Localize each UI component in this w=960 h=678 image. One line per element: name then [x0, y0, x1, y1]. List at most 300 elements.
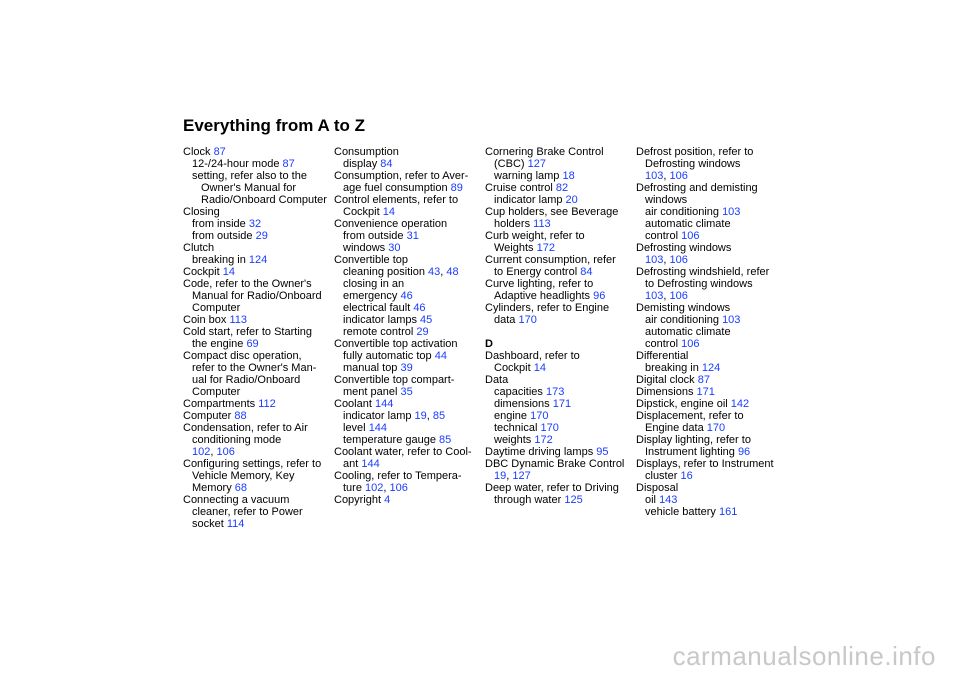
index-entry — [485, 302, 635, 314]
index-continuation — [334, 458, 484, 470]
index-continuation — [334, 386, 484, 398]
index-continuation — [485, 218, 635, 230]
entry-text: Computer — [192, 302, 241, 314]
index-entry — [485, 458, 635, 470]
index-entry — [334, 494, 484, 506]
entry-text: Convertible top — [334, 254, 408, 266]
page-link[interactable]: 106 — [669, 290, 688, 302]
index-entry — [636, 386, 786, 398]
index-entry — [485, 146, 635, 158]
index-subentry — [636, 206, 786, 218]
page-link[interactable]: 19 — [494, 470, 507, 482]
entry-text: Digital clock — [636, 374, 698, 386]
entry-text: Computer — [183, 410, 235, 422]
index-entry — [183, 410, 333, 422]
page-title: Everything from A to Z — [183, 116, 365, 135]
entry-text: Dashboard, refer to — [485, 350, 580, 362]
index-continuation — [636, 170, 786, 182]
index-entry — [334, 374, 484, 386]
entry-text: Manual for Radio/Onboard — [192, 290, 322, 302]
entry-text: temperature gauge — [343, 434, 440, 446]
index-entry — [183, 146, 333, 158]
entry-text: Code, refer to the Owner's — [183, 278, 312, 290]
page-link[interactable]: 112 — [258, 398, 276, 410]
page-link[interactable]: 88 — [234, 410, 247, 422]
page-link[interactable]: 172 — [534, 434, 553, 446]
page-link[interactable]: 142 — [730, 398, 750, 410]
page-link[interactable]: 14 — [222, 266, 235, 278]
entry-text: Coolant — [334, 398, 375, 410]
index-entry — [636, 458, 786, 470]
entry-text: air conditioning — [645, 206, 723, 218]
entry-text: holders — [494, 218, 534, 230]
page-link[interactable]: 170 — [706, 422, 726, 434]
index-entry — [485, 374, 635, 386]
page-link[interactable]: 18 — [562, 170, 575, 182]
page-separator: , — [426, 410, 433, 422]
entry-text: setting, refer also to the — [192, 170, 307, 182]
index-entry — [636, 482, 786, 494]
page-link[interactable]: 14 — [382, 206, 395, 218]
index-subentry — [334, 362, 484, 374]
index-entry — [334, 470, 484, 482]
index-column-1 — [183, 146, 333, 530]
index-entry — [636, 410, 786, 422]
entry-text: display — [343, 158, 381, 170]
index-subentry — [334, 278, 484, 290]
index-continuation — [485, 242, 635, 254]
entry-text: Defrosting windows — [636, 242, 732, 254]
entry-text: Compartments — [183, 398, 259, 410]
entry-text: refer to the Owner's Man- — [192, 362, 317, 374]
index-subentry — [334, 242, 484, 254]
page-link[interactable]: 96 — [593, 290, 606, 302]
index-continuation — [183, 362, 333, 374]
index-continuation — [183, 518, 333, 530]
index-subentry — [334, 302, 484, 314]
index-subentry — [636, 338, 786, 350]
page-link[interactable]: 103 — [722, 314, 741, 326]
page-link[interactable]: 106 — [389, 482, 408, 494]
entry-text: level — [343, 422, 369, 434]
index-subentry — [485, 170, 635, 182]
page-link[interactable]: 69 — [246, 338, 259, 350]
index-continuation — [636, 278, 786, 290]
entry-text: control — [645, 230, 682, 242]
entry-text: Consumption, refer to Aver- — [334, 170, 469, 182]
entry-text: Condensation, refer to Air — [183, 422, 308, 434]
entry-text: closing in an — [343, 278, 405, 290]
entry-text: Instrument lighting — [645, 446, 738, 458]
page-link[interactable]: 127 — [512, 470, 531, 482]
entry-text: technical — [494, 422, 541, 434]
index-continuation — [636, 290, 786, 302]
entry-text: engine — [494, 410, 531, 422]
page-link[interactable]: 89 — [450, 182, 463, 194]
page-link[interactable]: 44 — [434, 350, 447, 362]
index-entry — [183, 458, 333, 470]
entry-text: through water — [494, 494, 565, 506]
index-subentry — [334, 158, 484, 170]
entry-text: electrical fault — [343, 302, 414, 314]
entry-text: (CBC) — [494, 158, 528, 170]
index-continuation — [183, 194, 333, 206]
index-subentry — [183, 230, 333, 242]
page-link[interactable]: 85 — [439, 434, 452, 446]
entry-text: Weights — [494, 242, 537, 254]
entry-text: Coolant water, refer to Cool- — [334, 446, 472, 458]
page-link[interactable]: 102 — [192, 446, 211, 458]
index-continuation — [183, 182, 333, 194]
entry-text: Defrosting and demisting — [636, 182, 758, 194]
index-entry — [636, 350, 786, 362]
index-continuation — [636, 194, 786, 206]
index-entry — [183, 206, 333, 218]
page-link[interactable]: 102 — [365, 482, 384, 494]
page-link[interactable]: 124 — [701, 362, 721, 374]
entry-text: Defrosting windshield, refer — [636, 266, 770, 278]
index-continuation — [636, 446, 786, 458]
index-subentry — [485, 434, 635, 446]
page-link[interactable]: 103 — [722, 206, 741, 218]
page-link[interactable]: 87 — [213, 146, 226, 158]
page-link[interactable]: 45 — [420, 314, 433, 326]
entry-text: manual top — [343, 362, 401, 374]
entry-text: Configuring settings, refer to — [183, 458, 322, 470]
page-link[interactable]: 106 — [216, 446, 235, 458]
page-separator: , — [210, 446, 217, 458]
page-link[interactable]: 31 — [406, 230, 419, 242]
page-separator: , — [506, 470, 513, 482]
entry-text: Display lighting, refer to — [636, 434, 751, 446]
index-entry — [183, 326, 333, 338]
entry-text: age fuel consumption — [343, 182, 451, 194]
page-link[interactable]: 103 — [645, 290, 664, 302]
entry-text: indicator lamp — [494, 194, 566, 206]
entry-text: ture — [343, 482, 366, 494]
index-entry — [183, 422, 333, 434]
page-link[interactable]: 39 — [400, 362, 413, 374]
page-link[interactable]: 68 — [234, 482, 248, 494]
index-subentry — [334, 314, 484, 326]
entry-text: DBC Dynamic Brake Control — [485, 458, 625, 470]
page-link[interactable]: 171 — [696, 386, 715, 398]
index-entry — [334, 218, 484, 230]
page-link[interactable]: 103 — [645, 170, 664, 182]
entry-text: automatic climate — [645, 218, 731, 230]
entry-text: weights — [494, 434, 535, 446]
entry-text: breaking in — [645, 362, 702, 374]
letter-heading — [485, 338, 635, 350]
entry-text: indicator lamps — [343, 314, 421, 326]
index-entry — [485, 230, 635, 242]
index-entry — [183, 242, 333, 254]
page-link[interactable]: 172 — [536, 242, 555, 254]
index-entry — [485, 254, 635, 266]
index-subentry — [334, 266, 484, 278]
page-link[interactable]: 170 — [530, 410, 549, 422]
index-entry — [183, 266, 333, 278]
page-link[interactable]: 144 — [374, 398, 394, 410]
index-column-2 — [334, 146, 484, 506]
entry-text: capacities — [494, 386, 546, 398]
entry-text: socket — [192, 518, 227, 530]
index-subentry — [636, 506, 786, 518]
index-entry — [636, 146, 786, 158]
entry-text: from outside — [192, 230, 256, 242]
entry-text: ual for Radio/Onboard — [192, 374, 301, 386]
index-subentry — [334, 350, 484, 362]
index-continuation — [485, 362, 635, 374]
page-link[interactable]: 46 — [400, 290, 413, 302]
index-continuation — [485, 158, 635, 170]
index-subentry — [636, 326, 786, 338]
page-link[interactable]: 170 — [540, 422, 559, 434]
page-link[interactable]: 29 — [255, 230, 268, 242]
entry-text: Convenience operation — [334, 218, 448, 230]
index-subentry — [485, 194, 635, 206]
index-subentry — [183, 158, 333, 170]
entry-text: Connecting a vacuum — [183, 494, 290, 506]
index-continuation — [183, 302, 333, 314]
page-link[interactable]: 14 — [533, 362, 546, 374]
page-separator: , — [440, 266, 447, 278]
entry-text: Data — [485, 374, 509, 386]
entry-text: Coin box — [183, 314, 230, 326]
index-continuation — [183, 482, 333, 494]
index-subentry — [334, 290, 484, 302]
index-subentry — [636, 314, 786, 326]
index-continuation — [636, 158, 786, 170]
index-subentry — [334, 434, 484, 446]
entry-text: Daytime driving lamps — [485, 446, 597, 458]
index-entry — [636, 302, 786, 314]
index-entry — [636, 242, 786, 254]
index-entry — [334, 338, 484, 350]
page-link[interactable]: 171 — [552, 398, 572, 410]
index-entry — [636, 266, 786, 278]
entry-text: Differential — [636, 350, 689, 362]
entry-text: Disposal — [636, 482, 679, 494]
page-link[interactable]: 173 — [545, 386, 565, 398]
page-link[interactable]: 87 — [697, 374, 710, 386]
index-entry — [485, 182, 635, 194]
entry-text: from outside — [343, 230, 407, 242]
entry-text: Closing — [183, 206, 220, 218]
index-subentry — [485, 398, 635, 410]
entry-text: Displays, refer to Instrument — [636, 458, 774, 470]
index-entry — [485, 278, 635, 290]
index-subentry — [334, 230, 484, 242]
entry-text: warning lamp — [494, 170, 563, 182]
index-entry — [636, 374, 786, 386]
page-link[interactable]: 4 — [384, 494, 391, 506]
index-entry — [183, 398, 333, 410]
entry-text: Displacement, refer to — [636, 410, 744, 422]
index-subentry — [485, 386, 635, 398]
page-link[interactable]: 82 — [555, 182, 569, 194]
entry-text: 12-/24-hour mode — [192, 158, 283, 170]
page-link[interactable]: 103 — [645, 254, 664, 266]
entry-text: from inside — [192, 218, 249, 230]
entry-text: fully automatic top — [343, 350, 435, 362]
entry-text: Radio/Onboard Computer — [201, 194, 327, 206]
page-link[interactable]: 29 — [416, 326, 429, 338]
index-entry — [485, 350, 635, 362]
index-continuation — [485, 266, 635, 278]
entry-text: Cockpit — [343, 206, 383, 218]
entry-text: Cockpit — [183, 266, 223, 278]
entry-text: Cooling, refer to Tempera- — [334, 470, 462, 482]
entry-text: Consumption — [334, 146, 399, 158]
entry-text: the engine — [192, 338, 247, 350]
page-link[interactable]: 35 — [400, 386, 413, 398]
index-entry — [485, 446, 635, 458]
page-link[interactable]: 87 — [282, 158, 295, 170]
page-link[interactable]: 113 — [229, 314, 248, 326]
entry-text: Engine data — [645, 422, 707, 434]
index-continuation — [636, 470, 786, 482]
index-subentry — [485, 410, 635, 422]
page-link[interactable]: 96 — [737, 446, 751, 458]
page-link[interactable]: 125 — [564, 494, 583, 506]
page-link[interactable]: 43 — [428, 266, 441, 278]
entry-text: Clutch — [183, 242, 215, 254]
index-continuation — [183, 290, 333, 302]
entry-text: D — [485, 338, 493, 350]
index-continuation — [485, 494, 635, 506]
page-link[interactable]: 95 — [596, 446, 609, 458]
index-column-3 — [485, 146, 635, 506]
page-link[interactable]: 19 — [414, 410, 427, 422]
index-subentry — [636, 230, 786, 242]
index-continuation — [485, 290, 635, 302]
page-link[interactable]: 144 — [368, 422, 388, 434]
entry-text: to Energy control — [494, 266, 581, 278]
index-entry — [183, 494, 333, 506]
entry-text: Owner's Manual for — [201, 182, 297, 194]
index-continuation — [485, 314, 635, 326]
entry-text: cluster — [645, 470, 681, 482]
page-link[interactable]: 106 — [681, 230, 700, 242]
entry-text: emergency — [343, 290, 401, 302]
entry-text: Cup holders, see Beverage — [485, 206, 619, 218]
index-entry — [485, 206, 635, 218]
index-continuation — [183, 446, 333, 458]
index-entry — [183, 278, 333, 290]
page-link[interactable]: 106 — [669, 254, 688, 266]
page-link[interactable]: 20 — [565, 194, 578, 206]
page-link[interactable]: 113 — [533, 218, 551, 230]
entry-text: automatic climate — [645, 326, 731, 338]
index-entry — [334, 170, 484, 182]
index-subentry — [334, 422, 484, 434]
page-link[interactable]: 143 — [659, 494, 678, 506]
index-continuation — [183, 374, 333, 386]
page-link[interactable]: 48 — [446, 266, 459, 278]
index-continuation — [485, 470, 635, 482]
entry-text: ant — [343, 458, 362, 470]
page-link[interactable]: 16 — [680, 470, 693, 482]
entry-text: Curb weight, refer to — [485, 230, 585, 242]
page-link[interactable]: 144 — [361, 458, 380, 470]
index-subentry — [334, 410, 484, 422]
entry-text: indicator lamp — [343, 410, 415, 422]
entry-text: oil — [645, 494, 660, 506]
page-link[interactable]: 127 — [527, 158, 546, 170]
page-link[interactable]: 106 — [669, 170, 688, 182]
entry-text: remote control — [343, 326, 417, 338]
entry-text: Control elements, refer to — [334, 194, 459, 206]
page-link[interactable]: 84 — [380, 158, 393, 170]
page-link[interactable]: 30 — [388, 242, 401, 254]
entry-text: ment panel — [343, 386, 401, 398]
index-continuation — [183, 386, 333, 398]
page-link[interactable]: 114 — [226, 518, 245, 530]
index-continuation — [334, 482, 484, 494]
entry-text: Curve lighting, refer to — [485, 278, 594, 290]
index-entry — [334, 146, 484, 158]
index-continuation — [636, 254, 786, 266]
index-subentry — [334, 326, 484, 338]
index-continuation — [334, 182, 484, 194]
index-entry — [183, 350, 333, 362]
entry-text: to Defrosting windows — [645, 278, 753, 290]
entry-text: Cold start, refer to Starting — [183, 326, 312, 338]
entry-text: Vehicle Memory, Key — [192, 470, 295, 482]
index-entry — [636, 434, 786, 446]
index-entry — [485, 482, 635, 494]
index-entry — [334, 254, 484, 266]
page-link[interactable]: 46 — [413, 302, 426, 314]
page-separator: , — [663, 254, 670, 266]
entry-text: Cruise control — [485, 182, 556, 194]
entry-text: data — [494, 314, 519, 326]
page-link[interactable]: 170 — [518, 314, 537, 326]
index-subentry — [183, 170, 333, 182]
entry-text: breaking in — [192, 254, 249, 266]
index-column-4 — [636, 146, 786, 518]
entry-text: Cockpit — [494, 362, 534, 374]
index-continuation — [636, 422, 786, 434]
page-link[interactable]: 85 — [432, 410, 446, 422]
entry-text: Adaptive headlights — [494, 290, 594, 302]
entry-text: cleaner, refer to Power — [192, 506, 303, 518]
index-continuation — [183, 434, 333, 446]
entry-text: cleaning position — [343, 266, 429, 278]
index-subentry — [636, 362, 786, 374]
page-separator: , — [663, 290, 670, 302]
entry-text: conditioning mode — [192, 434, 282, 446]
page-separator: , — [383, 482, 390, 494]
page-link[interactable]: 106 — [681, 338, 700, 350]
entry-text: Defrosting windows — [645, 158, 741, 170]
spacer — [485, 326, 635, 338]
page-link[interactable]: 161 — [718, 506, 738, 518]
entry-text: windows — [645, 194, 688, 206]
page-link[interactable]: 32 — [248, 218, 262, 230]
entry-text: Copyright — [334, 494, 385, 506]
index-subentry — [183, 218, 333, 230]
page-separator: , — [663, 170, 670, 182]
index-entry — [636, 182, 786, 194]
index-subentry — [636, 494, 786, 506]
page-link[interactable]: 124 — [248, 254, 268, 266]
index-entry — [334, 194, 484, 206]
entry-text: Memory — [192, 482, 235, 494]
index-subentry — [183, 254, 333, 266]
page-link[interactable]: 84 — [580, 266, 593, 278]
